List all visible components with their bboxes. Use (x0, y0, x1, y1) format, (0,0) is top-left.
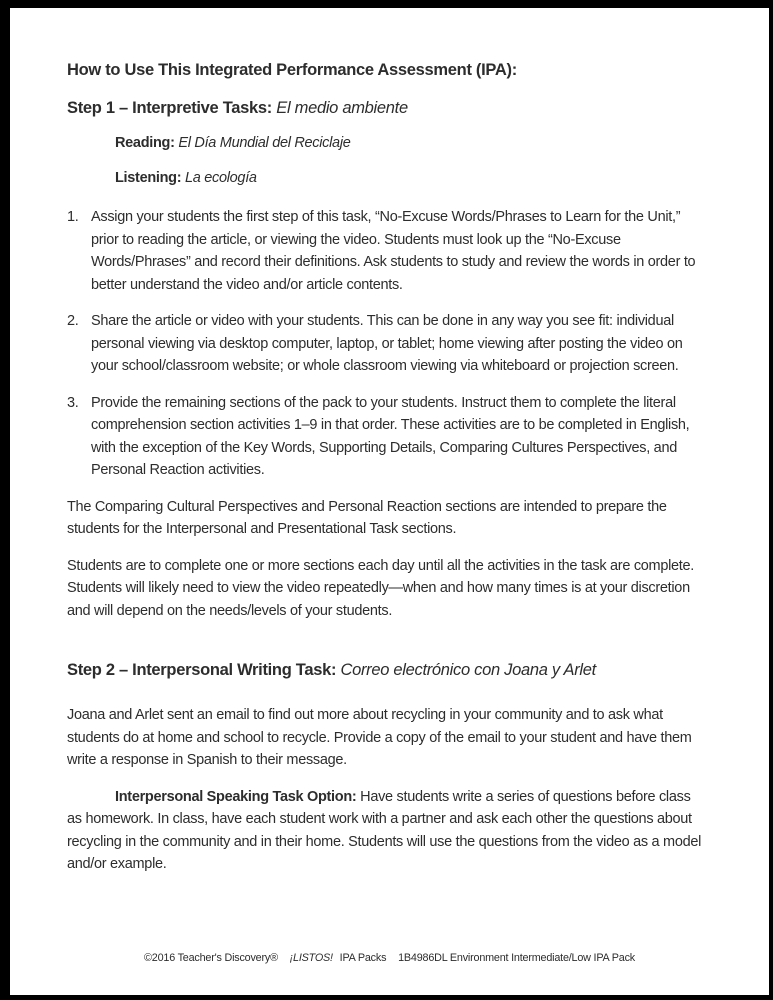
step1-heading (67, 98, 707, 118)
list-item-number: 3. (67, 394, 79, 411)
speaking-task-option-text: Have students write a series of questions before class as homework. In class, have each student work with a partner and ask each other the questions about recycling in the community and in their home. Students will use the questions from the video as a model and/or example. (67, 788, 702, 872)
reading-line (115, 132, 707, 155)
list-item-number: 2. (67, 313, 79, 329)
footer-brand: ¡LISTOS! (289, 952, 333, 964)
step2-label: Step 2 – Interpersonal Writing Task: (67, 661, 337, 679)
list-item-text: Assign your students the first step of this task, “No-Excuse Words/Phrases to Learn for the Unit,” prior to reading the article, or viewing the video. Students must look up the “No-Excuse Words/Phrases” and record their definitions. Ask students to study and review the words in order to better understand the video and/or article contents. (91, 209, 696, 293)
document-page (10, 8, 769, 995)
step1-title: El medio ambiente (276, 99, 408, 117)
list-item (67, 206, 707, 296)
list-item (67, 310, 707, 378)
footer-copyright: ©2016 Teacher's Discovery® (144, 952, 278, 964)
list-item-number: 1. (67, 209, 79, 225)
listening-title: La ecología (185, 169, 257, 186)
speaking-task-option-label: Interpersonal Speaking Task Option: (115, 788, 357, 805)
page-footer (10, 952, 769, 964)
paragraph-sections-per-day: Students are to complete one or more sections each day until all the activities in the task are complete. Students will likely need to view the video repeatedly—when and how many times is at your discretion and will depend on the needs/levels of your students. (67, 557, 694, 619)
paragraph-perspectives: The Comparing Cultural Perspectives and Personal Reaction sections are intended to prepare the students for the Interpersonal and Presentational Task sections. (67, 498, 667, 537)
footer-product-code: 1B4986DL Environment Intermediate/Low IPA Pack (398, 952, 635, 964)
main-heading: How to Use This Integrated Performance Assessment (IPA): (67, 61, 517, 79)
step2-intro-paragraph: Joana and Arlet sent an email to find out more about recycling in your community and to ask what students do at home and school to recycle. Provide a copy of the email to your student and have them write a response in Spanish to their message. (67, 707, 692, 768)
listening-label: Listening: (115, 169, 182, 186)
step2-title: Correo electrónico con Joana y Arlet (340, 661, 596, 679)
footer-series: IPA Packs (339, 952, 387, 964)
list-item (67, 392, 707, 482)
step2-heading (67, 660, 707, 680)
list-item-text: Provide the remaining sections of the pack to your students. Instruct them to complete the literal comprehension section activities 1–9 in that order. These activities are to be completed in English, with the exception of the Key Words, Supporting Details, Comparing Cultures Perspectives, and Personal Reaction activities. (91, 394, 690, 478)
step1-label: Step 1 – Interpretive Tasks: (67, 99, 272, 117)
reading-title: El Día Mundial del Reciclaje (178, 135, 351, 151)
reading-label: Reading: (115, 135, 175, 151)
document-content (10, 8, 769, 876)
listening-line (115, 167, 707, 190)
speaking-task-option-paragraph (67, 786, 707, 876)
list-item-text: Share the article or video with your students. This can be done in any way you see fit: individual personal viewing via desktop computer, laptop, or tablet; home viewing after posting the video on your school/classroom website; or whole classroom viewing via whiteboard or projection screen. (91, 313, 683, 374)
